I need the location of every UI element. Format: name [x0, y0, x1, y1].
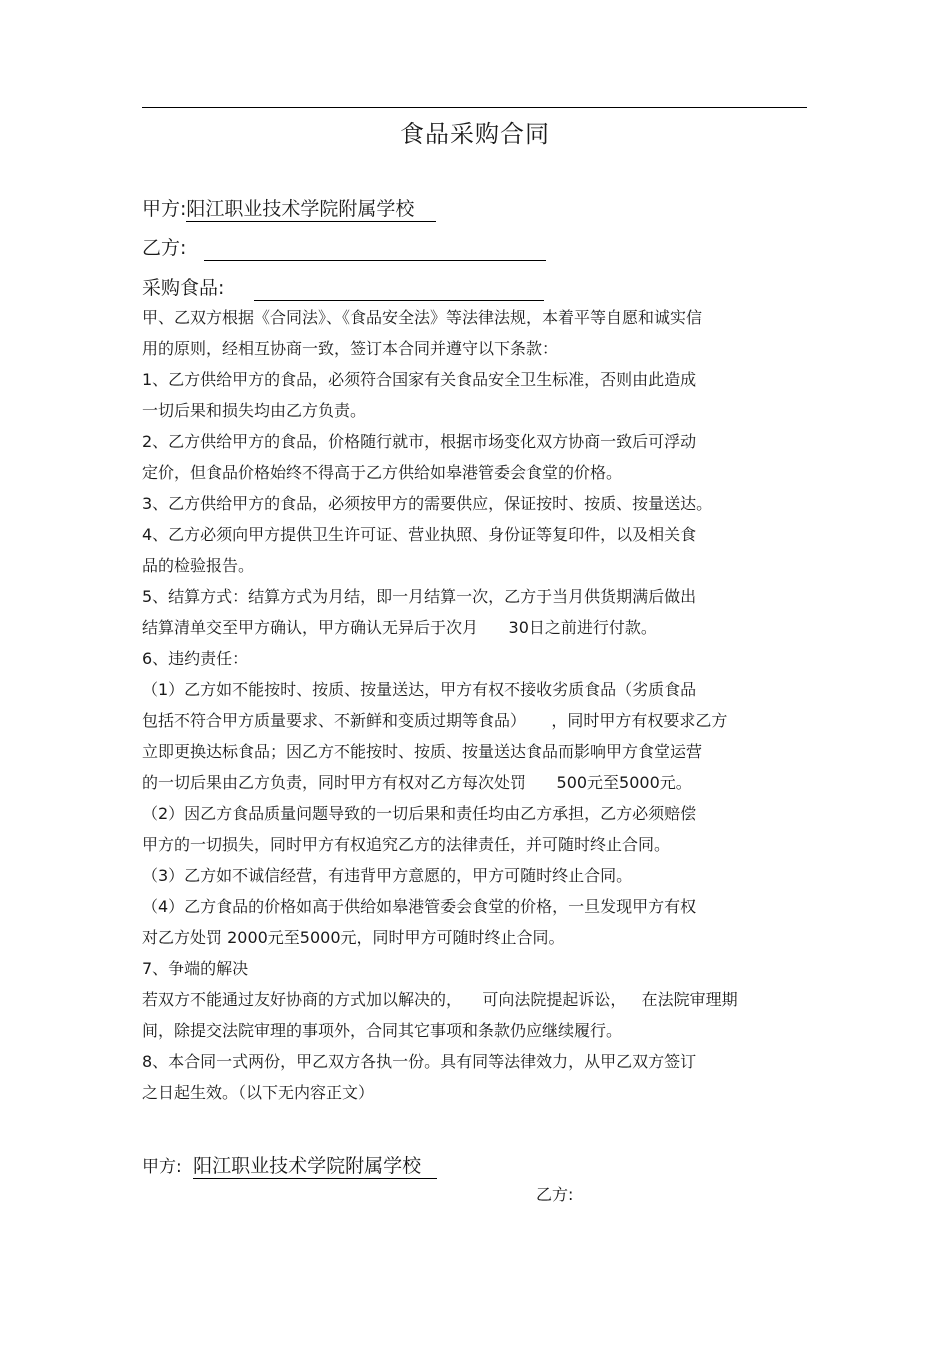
signature-party-a-name: 阳江职业技术学院附属学校: [193, 1154, 437, 1179]
party-a-name: 阳江职业技术学院附属学校: [186, 197, 436, 222]
body-line: 品的检验报告。: [142, 556, 255, 575]
body-line: 用的原则，经相互协商一致，签订本合同并遵守以下条款：: [142, 339, 559, 358]
contract-body: [142, 302, 812, 1108]
clause-4: 4、乙方必须向甲方提供卫生许可证、营业执照、身份证等复印件，以及相关食: [142, 525, 697, 544]
clause-3: 3、乙方供给甲方的食品，必须按甲方的需要供应，保证按时、按质、按量送达。: [142, 494, 713, 513]
body-line: 定价，但食品价格始终不得高于乙方供给如皋港管委会食堂的价格。: [142, 463, 623, 482]
clause-6: 6、违约责任：: [142, 649, 249, 668]
food-line: [142, 275, 544, 301]
body-line: 立即更换达标食品；因乙方不能按时、按质、按量送达食品而影响甲方食堂运营: [142, 742, 703, 761]
body-line: 结算清单交至甲方确认，甲方确认无异后于次月 30日之前进行付款。: [142, 618, 657, 637]
sub-clause-6-4: （4）乙方食品的价格如高于供给如皋港管委会食堂的价格，一旦发现甲方有权: [142, 897, 697, 916]
party-a-label: 甲方:: [142, 198, 187, 220]
clause-2: 2、乙方供给甲方的食品，价格随行就市，根据市场变化双方协商一致后可浮动: [142, 432, 697, 451]
sub-clause-6-1: （1）乙方如不能按时、按质、按量送达，甲方有权不接收劣质食品（劣质食品: [142, 680, 697, 699]
signature-party-b: [536, 1184, 573, 1206]
sub-clause-6-3: （3）乙方如不诚信经营，有违背甲方意愿的，甲方可随时终止合同。: [142, 866, 633, 885]
body-line: 之日起生效。（以下无内容正文）: [142, 1083, 375, 1102]
sub-clause-6-2: （2）因乙方食品质量问题导致的一切后果和责任均由乙方承担，乙方必须赔偿: [142, 804, 697, 823]
body-line: 包括不符合甲方质量要求、不新鲜和变质过期等食品） ，同时甲方有权要求乙方: [142, 711, 728, 730]
party-b-blank: [204, 240, 546, 261]
clause-7: 7、争端的解决: [142, 959, 249, 978]
body-line: 若双方不能通过友好协商的方式加以解决的， 可向法院提起诉讼， 在法院审理期: [142, 990, 738, 1009]
header-rule: [142, 107, 807, 108]
food-blank: [254, 280, 544, 301]
body-line: 甲方的一切损失，同时甲方有权追究乙方的法律责任，并可随时终止合同。: [142, 835, 671, 854]
party-b-label: 乙方:: [142, 237, 187, 259]
signature-party-a-label: 甲方:: [142, 1157, 182, 1177]
body-line: 甲、乙双方根据《合同法》、《食品安全法》等法律法规，本着平等自愿和诚实信: [142, 308, 703, 327]
body-line: 对乙方处罚 2000元至5000元，同时甲方可随时终止合同。: [142, 928, 565, 947]
party-a-line: [142, 196, 436, 222]
clause-1: 1、乙方供给甲方的食品，必须符合国家有关食品安全卫生标准，否则由此造成: [142, 370, 697, 389]
party-b-line: [142, 235, 546, 261]
signature-party-b-label: 乙方:: [536, 1185, 574, 1204]
body-line: 一切后果和损失均由乙方负责。: [142, 401, 367, 420]
clause-5: 5、结算方式：结算方式为月结，即一月结算一次，乙方于当月供货期满后做出: [142, 587, 697, 606]
body-line: 间，除提交法院审理的事项外，合同其它事项和条款仍应继续履行。: [142, 1021, 623, 1040]
document-title: 食品采购合同: [400, 120, 550, 148]
body-line: 的一切后果由乙方负责，同时甲方有权对乙方每次处罚 500元至5000元。: [142, 773, 692, 792]
signature-party-a: [142, 1154, 437, 1180]
clause-8: 8、本合同一式两份，甲乙双方各执一份。具有同等法律效力，从甲乙双方签订: [142, 1052, 697, 1071]
food-label: 采购食品:: [142, 277, 225, 299]
